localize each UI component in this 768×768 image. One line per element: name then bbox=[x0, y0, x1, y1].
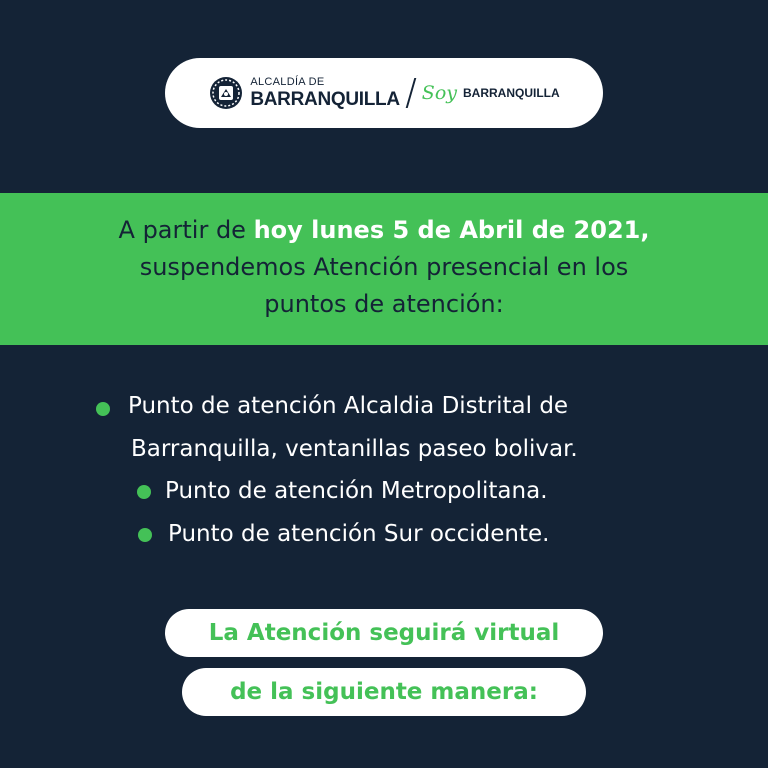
list-item-sur-occidente: Punto de atención Sur occidente. bbox=[168, 521, 550, 547]
bullet-dot bbox=[137, 485, 151, 499]
notice-date-highlight: hoy lunes 5 de Abril de 2021, bbox=[253, 216, 650, 244]
soy-label: Soy bbox=[421, 82, 457, 104]
notice-line-2: suspendemos Atención presencial en los bbox=[139, 253, 629, 281]
alcaldia-label: ALCALDÍA DE bbox=[250, 76, 325, 88]
soy-brand-label: BARRANQUILLA bbox=[463, 86, 560, 100]
next-manner-text: de la siguiente manera: bbox=[230, 679, 538, 705]
list-item-metropolitana: Punto de atención Metropolitana. bbox=[165, 478, 548, 504]
list-item-alcaldia-line-1: Punto de atención Alcaldia Distrital de bbox=[128, 393, 569, 419]
bullet-dot bbox=[96, 402, 110, 416]
notice-prefix: A partir de bbox=[118, 216, 254, 244]
virtual-attention-pill bbox=[165, 609, 603, 657]
list-item-alcaldia-line-2: Barranquilla, ventanillas paseo bolivar. bbox=[131, 436, 578, 462]
next-manner-pill bbox=[182, 668, 586, 716]
bullet-dot bbox=[138, 528, 152, 542]
barranquilla-label: BARRANQUILLA bbox=[250, 89, 400, 110]
notice-line-3: puntos de atención: bbox=[264, 290, 504, 318]
virtual-attention-text: La Atención seguirá virtual bbox=[208, 620, 560, 646]
